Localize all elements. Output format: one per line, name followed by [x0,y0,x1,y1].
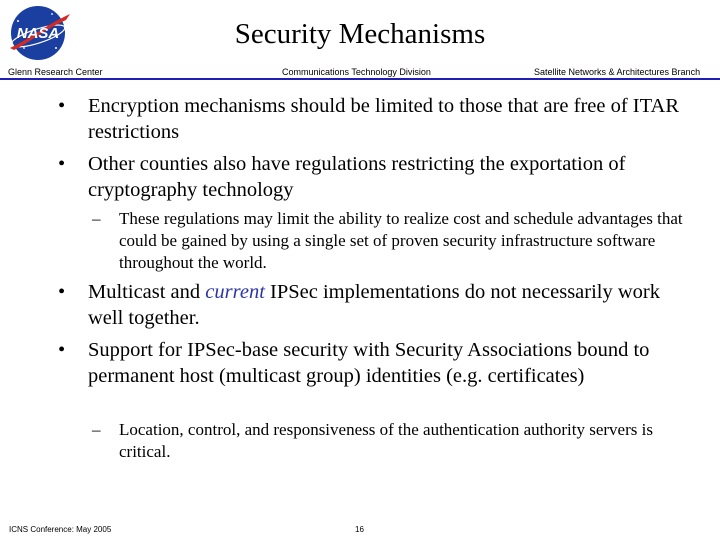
bullet-ipsec-support [58,337,688,389]
header-organization: Glenn Research Center [8,67,103,77]
header-rule [0,78,720,80]
header-branch: Satellite Networks & Architectures Branch [534,67,701,77]
bullet-text-part: IPSec implementations do not necessarily work well together. [88,281,661,329]
subbullet-text: These regulations may limit the ability to realize cost and schedule advantages that could be gained by using a single set of proven security infrastructure software throughout the world. [119,209,683,272]
page-number: 16 [355,525,364,534]
bullet-regulations [58,151,688,203]
subbullet-marker: – [92,420,101,439]
subbullet-authentication [92,419,692,463]
emphasis-current: current [205,281,265,303]
bullet-marker: • [58,95,66,117]
bullet-multicast [58,279,688,331]
bullet-marker: • [58,153,66,175]
bullet-marker: • [58,281,66,303]
bullet-text-part: Multicast and [88,281,206,303]
slide-title: Security Mechanisms [234,18,486,50]
bullet-encryption [58,93,688,145]
bullet-text: Encryption mechanisms should be limited to those that are free of ITAR restrictions [88,95,679,143]
bullet-text: Other counties also have regulations restricting the exportation of cryptography technology [88,153,626,201]
header-division: Communications Technology Division [282,67,431,77]
subbullet-regulations-limit [92,208,692,274]
subbullet-marker: – [92,209,101,228]
footer-conference: ICNS Conference: May 2005 [9,525,112,534]
subbullet-text: Location, control, and responsiveness of the authentication authority servers is critical. [119,420,653,461]
logo-text: NASA [16,25,60,42]
bullet-text [88,279,688,331]
bullet-text: Support for IPSec-base security with Security Associations bound to permanent host (multicast group) identities (e.g. certificates) [88,339,650,387]
bullet-marker: • [58,339,66,361]
